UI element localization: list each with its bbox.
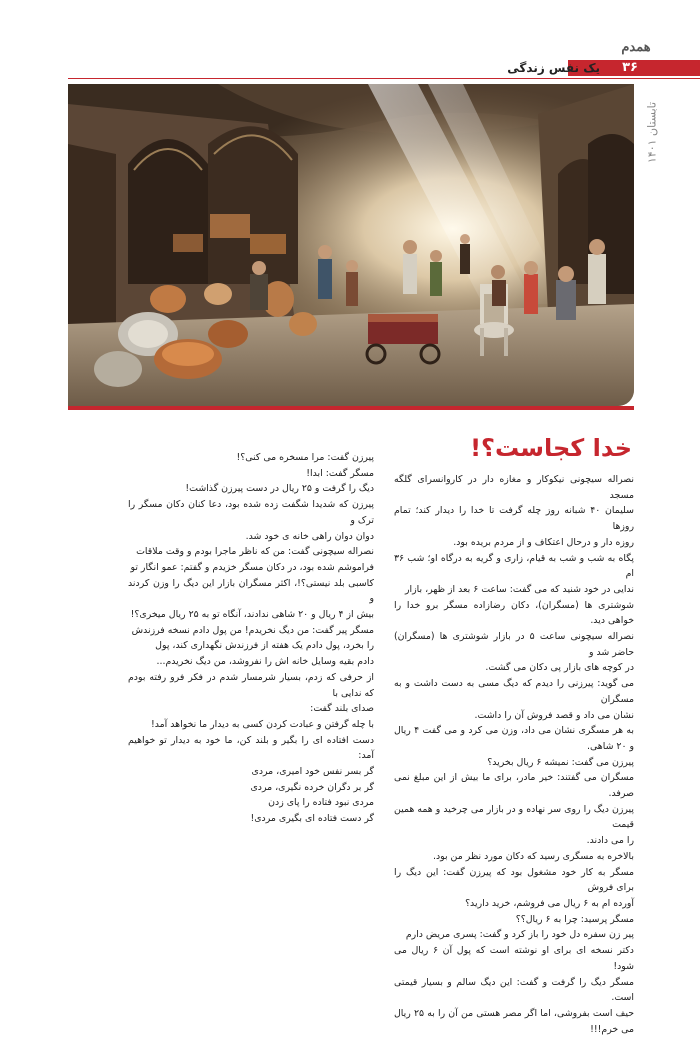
photo-accent-bar [68,406,634,410]
paragraph-line: دکتر نسخه ای برای او نوشته است که پول آن ۶ ریال می شود! [394,945,634,972]
article-title: خدا کجاست؟! [470,434,632,462]
paragraph-line: کاسبی بلد نیستی؟!، اکثر مسگران بازار این دیگ را وزن کردند و [128,577,374,605]
paragraph-line: دادم بقیه وسایل خانه اش را نفروشد، من دیگ نخریدم... [156,656,374,668]
paragraph-line: فراموشم شده بود، در دکان مسگر خزیدم و گفتم: عمو انگار تو [130,561,374,573]
section-title: یک نفس زندگی [507,61,600,75]
paragraph-line: نصراله سیچونی نیکوکار و مغازه دار در کاروانسرای گلگه مسجد [394,474,634,501]
paragraph-line: ندایی در خود شنید که می گفت: ساعت ۶ بعد از ظهر، بازار [404,583,634,595]
paragraph-line: روزه دار و درحال اعتکاف و از مردم بریده بود. [453,536,634,548]
paragraph-line: می گوید: پیرزنی را دیدم که دیگ مسی به دست داشت و به مسگران [394,678,634,705]
page-number: ۳۶ [622,60,638,75]
paragraph-line: پیرزن که شدیدا شگفت زده شده بود، دعا کنان دکان مسگر را ترک و [128,499,374,526]
paragraph-line: صدای بلند گفت: [310,703,374,715]
paragraph-line: نشان می داد و قصد فروش آن را داشت. [474,709,634,721]
paragraph-line: بالاخره به مسگری رسید که دکان مورد نظر من بود. [432,850,634,862]
paragraph-line: با چله گرفتن و عبادت کردن کسی به دیدار ما نخواهد آمد! [150,718,374,730]
paragraph-line: دست افتاده ای را بگیر و بلند کن، ما خود به دیدار تو خواهیم آمد: [128,734,374,762]
paragraph-line: سلیمان ۴۰ شبانه روز چله گرفت تا خدا را دیدار کند؛ تمام روزها [394,505,634,533]
paragraph-line: را می دادند. [586,835,634,847]
magazine-logo: همدم [621,40,651,55]
poem-line: گر بر دگران خرده نگیری، مردی [250,781,374,793]
paragraph-line: را بخرد، پول دادم یک هفته از فرزندش نگهداری کند، پول [155,640,374,652]
paragraph-line: از حرفی که زدم، بسیار شرمسار شدم در فکر فرو رفته بودم که ندایی با [128,671,374,699]
article-column-right [394,472,634,1037]
paragraph-line: مسگر پرسید: چرا به ۶ ریال؟؟ [515,913,634,925]
paragraph-line: دوان دوان راهی خانه ی خود شد. [245,530,374,542]
paragraph-line: آورده ام به ۶ ریال می فروشم، خرید دارید؟ [465,897,634,909]
header-rule [68,78,700,79]
paragraph-line: پیرزن دیگ را روی سر نهاده و در بازار می چرخید و همه همین قیمت [394,803,634,831]
poem-line: مردی نبود فتاده را پای زدن [268,797,374,809]
paragraph-line: حیف است بفروشی، اما اگر مصر هستی من آن را به ۲۵ ریال می خرم!!! [394,1007,634,1035]
bazaar-painting-illustration [68,84,634,406]
paragraph-line: بیش از ۴ ریال و ۲۰ شاهی ندادند، آنگاه تو به ۲۵ ریال میخری؟! [130,609,374,621]
paragraph-line: دیگ را گرفت و ۲۵ ریال در دست پیرزن گذاشت! [185,483,374,495]
paragraph-line: مسگر به کار خود مشغول بود که پیرزن گفت: این دیگ را برای فروش [394,866,634,894]
paragraph-line: پگاه به شب و شب به قیام، زاری و گریه به درگاه او؛ شب ۳۶ ام [394,552,634,580]
paragraph-line: به هر مسگری نشان می داد، وزن می کرد و می گفت ۴ ریال و ۲۰ شاهی. [394,725,634,752]
paragraph-line: شوشتری ها (مسگران)، دکان رضازاده مسگر برو خدا را خواهی دید. [394,599,634,627]
paragraph-line: نصراله سیچونی ساعت ۵ در بازار شوشتری ها (مسگران) حاضر شد و [394,631,634,658]
issue-season-vertical [642,96,660,176]
paragraph-line: نصراله سیچونی گفت: من که ناظر ماجرا بودم و وقت ملاقات [136,546,374,558]
paragraph-line: پیر زن سفره دل خود را باز کرد و گفت: پسری مریض دارم [405,929,634,941]
paragraph-line: مسگران می گفتند: خیر مادر، برای ما بیش از این مبلغ نمی صرفد. [394,772,634,800]
issue-season-label: تابستان ۱۴۰۱ [645,101,659,164]
poem-line: گر دست فتاده ای بگیری مردی! [250,813,374,825]
paragraph-line: پیرزن می گفت: نمیشه ۶ ریال بخرید؟ [487,756,634,768]
bazaar-photo [68,84,634,406]
article-column-left [128,450,374,827]
paragraph-line: در کوچه های بازار پی دکان می گشت. [485,662,634,674]
paragraph-line: مسگر گفت: ابدا! [306,467,374,479]
paragraph-line: مسگر دیگ را گرفت و گفت: این دیگ سالم و بسیار قیمتی است. [394,976,634,1004]
poem-line: گر بسر نفس خود امیری، مردی [251,766,374,778]
paragraph-line: پیرزن گفت: مرا مسخره می کنی؟! [236,452,374,463]
paragraph-line: مسگر پیر گفت: من دیگ نخریدم! من پول دادم نسخه فرزندش [131,624,374,636]
